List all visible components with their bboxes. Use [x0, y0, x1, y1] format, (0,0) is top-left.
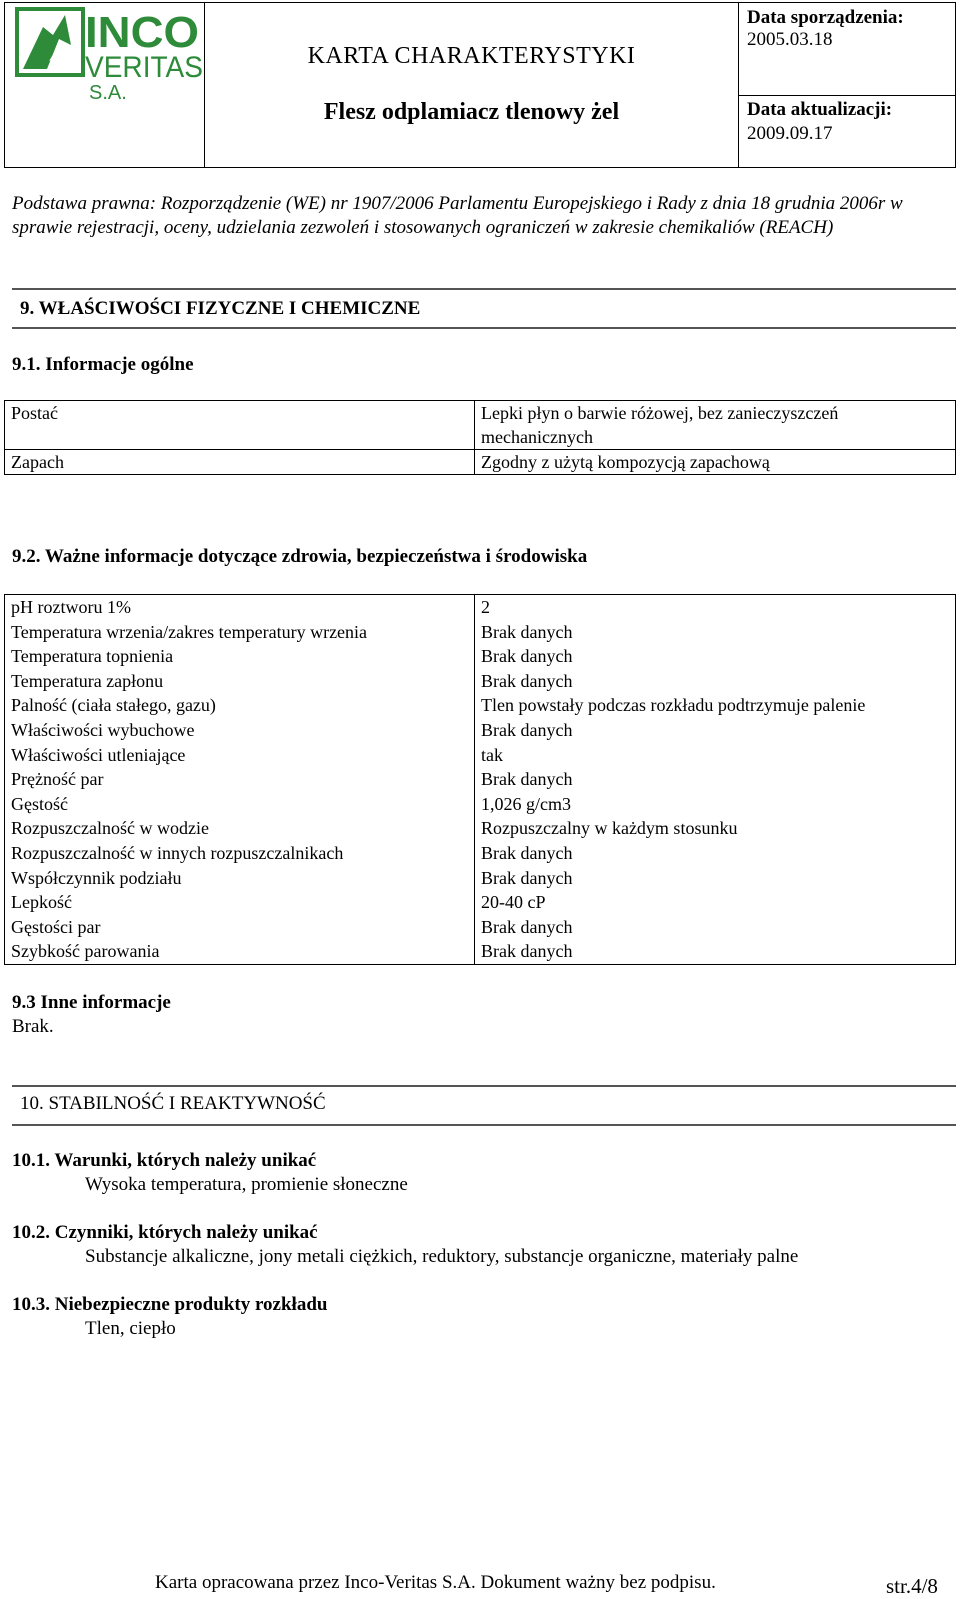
property-value: Brak danych: [475, 866, 956, 891]
table-row: [5, 669, 956, 694]
section-9-1-title: 9.1. Informacje ogólne: [12, 354, 194, 375]
property-value: Brak danych: [475, 767, 956, 792]
table-row: [5, 841, 956, 866]
table-row: [5, 401, 956, 450]
section-9-3-title: 9.3 Inne informacje: [12, 992, 171, 1013]
section-10-3-title: 10.3. Niebezpieczne produkty rozkładu: [12, 1294, 328, 1315]
section-10-2-text: Substancje alkaliczne, jony metali ciężkich, reduktory, substancje organiczne, materiały palne: [85, 1246, 799, 1267]
table-row: [5, 693, 956, 718]
table-row: [5, 767, 956, 792]
document-type-title: KARTA CHARAKTERYSTYKI: [307, 43, 636, 69]
property-label: Gęstość: [5, 792, 475, 817]
table-row: [5, 743, 956, 768]
general-info-table: [4, 400, 956, 475]
property-value: Brak danych: [475, 915, 956, 940]
property-value: Brak danych: [475, 841, 956, 866]
table-row: [5, 915, 956, 940]
property-value: 2: [475, 595, 956, 620]
product-name: Flesz odplamiacz tlenowy żel: [323, 99, 620, 125]
header-divider: [204, 3, 205, 167]
svg-text:INCO: INCO: [85, 8, 199, 57]
property-value: 1,026 g/cm3: [475, 792, 956, 817]
property-value: 20-40 cP: [475, 890, 956, 915]
property-value: Brak danych: [475, 644, 956, 669]
header-divider: [738, 3, 739, 167]
section-rule: [12, 1085, 956, 1087]
property-value: Tlen powstały podczas rozkładu podtrzymuje palenie: [475, 693, 956, 718]
table-row: [5, 816, 956, 841]
property-label: Współczynnik podziału: [5, 866, 475, 891]
property-value: tak: [475, 743, 956, 768]
property-label: Gęstości par: [5, 915, 475, 940]
property-value: Brak danych: [475, 939, 956, 964]
svg-text:S.A.: S.A.: [89, 82, 127, 101]
property-value: Brak danych: [475, 669, 956, 694]
section-rule: [12, 288, 956, 290]
inco-veritas-logo: [13, 5, 203, 101]
property-label: Rozpuszczalność w innych rozpuszczalnikach: [5, 841, 475, 866]
property-label: Rozpuszczalność w wodzie: [5, 816, 475, 841]
table-row: [5, 792, 956, 817]
property-value: Brak danych: [475, 620, 956, 645]
section-rule: [12, 1124, 956, 1126]
property-label: pH roztworu 1%: [5, 595, 475, 620]
section-9-title: 9. WŁAŚCIWOŚCI FIZYCZNE I CHEMICZNE: [20, 298, 421, 319]
table-row: [5, 718, 956, 743]
property-label: Lepkość: [5, 890, 475, 915]
section-10-1-text: Wysoka temperatura, promienie słoneczne: [85, 1174, 408, 1195]
document-header: [4, 2, 956, 168]
table-row: [5, 620, 956, 645]
table-row: [5, 595, 956, 620]
section-10-title: 10. STABILNOŚĆ I REAKTYWNOŚĆ: [20, 1093, 326, 1114]
table-row: [5, 939, 956, 964]
section-9-2-title: 9.2. Ważne informacje dotyczące zdrowia, bezpieczeństwa i środowiska: [12, 546, 588, 567]
property-label: Temperatura topnienia: [5, 644, 475, 669]
created-date-value: 2005.03.18: [747, 29, 833, 50]
table-row: [5, 644, 956, 669]
section-10-1-title: 10.1. Warunki, których należy unikać: [12, 1150, 317, 1171]
property-value: Brak danych: [475, 718, 956, 743]
updated-date-label: Data aktualizacji:: [747, 99, 893, 120]
created-date-label: Data sporządzenia:: [747, 7, 904, 28]
property-label: Szybkość parowania: [5, 939, 475, 964]
general-label: Zapach: [5, 450, 475, 475]
header-divider: [738, 95, 956, 96]
legal-basis-text: Podstawa prawna: Rozporządzenie (WE) nr 1907/2006 Parlamentu Europejskiego i Rady z dnia 18 grudnia 2006r w sprawie rejestracji, oceny, udzielania zezwoleń i stosowanych ograniczeń w zakresie chemikaliów (REACH): [12, 193, 903, 238]
properties-table: [4, 594, 956, 965]
general-value: Zgodny z użytą kompozycją zapachową: [475, 450, 956, 475]
section-rule: [12, 327, 956, 329]
general-value: Lepki płyn o barwie różowej, bez zanieczyszczeń mechanicznych: [475, 401, 956, 450]
general-label: Postać: [5, 401, 475, 450]
property-label: Właściwości wybuchowe: [5, 718, 475, 743]
property-label: Temperatura wrzenia/zakres temperatury wrzenia: [5, 620, 475, 645]
section-10-2-title: 10.2. Czynniki, których należy unikać: [12, 1222, 318, 1243]
property-value: Rozpuszczalny w każdym stosunku: [475, 816, 956, 841]
svg-text:VERITAS: VERITAS: [85, 51, 203, 84]
property-label: Temperatura zapłonu: [5, 669, 475, 694]
property-label: Prężność par: [5, 767, 475, 792]
property-label: Właściwości utleniające: [5, 743, 475, 768]
updated-date-value: 2009.09.17: [747, 123, 833, 144]
property-label: Palność (ciała stałego, gazu): [5, 693, 475, 718]
footer-note: Karta opracowana przez Inco-Veritas S.A. Dokument ważny bez podpisu.: [155, 1572, 716, 1593]
section-10-3-text: Tlen, ciepło: [85, 1318, 176, 1339]
table-row: [5, 450, 956, 475]
table-row: [5, 866, 956, 891]
section-9-3-text: Brak.: [12, 1016, 54, 1037]
page-number: str.4/8: [886, 1574, 938, 1598]
table-row: [5, 890, 956, 915]
